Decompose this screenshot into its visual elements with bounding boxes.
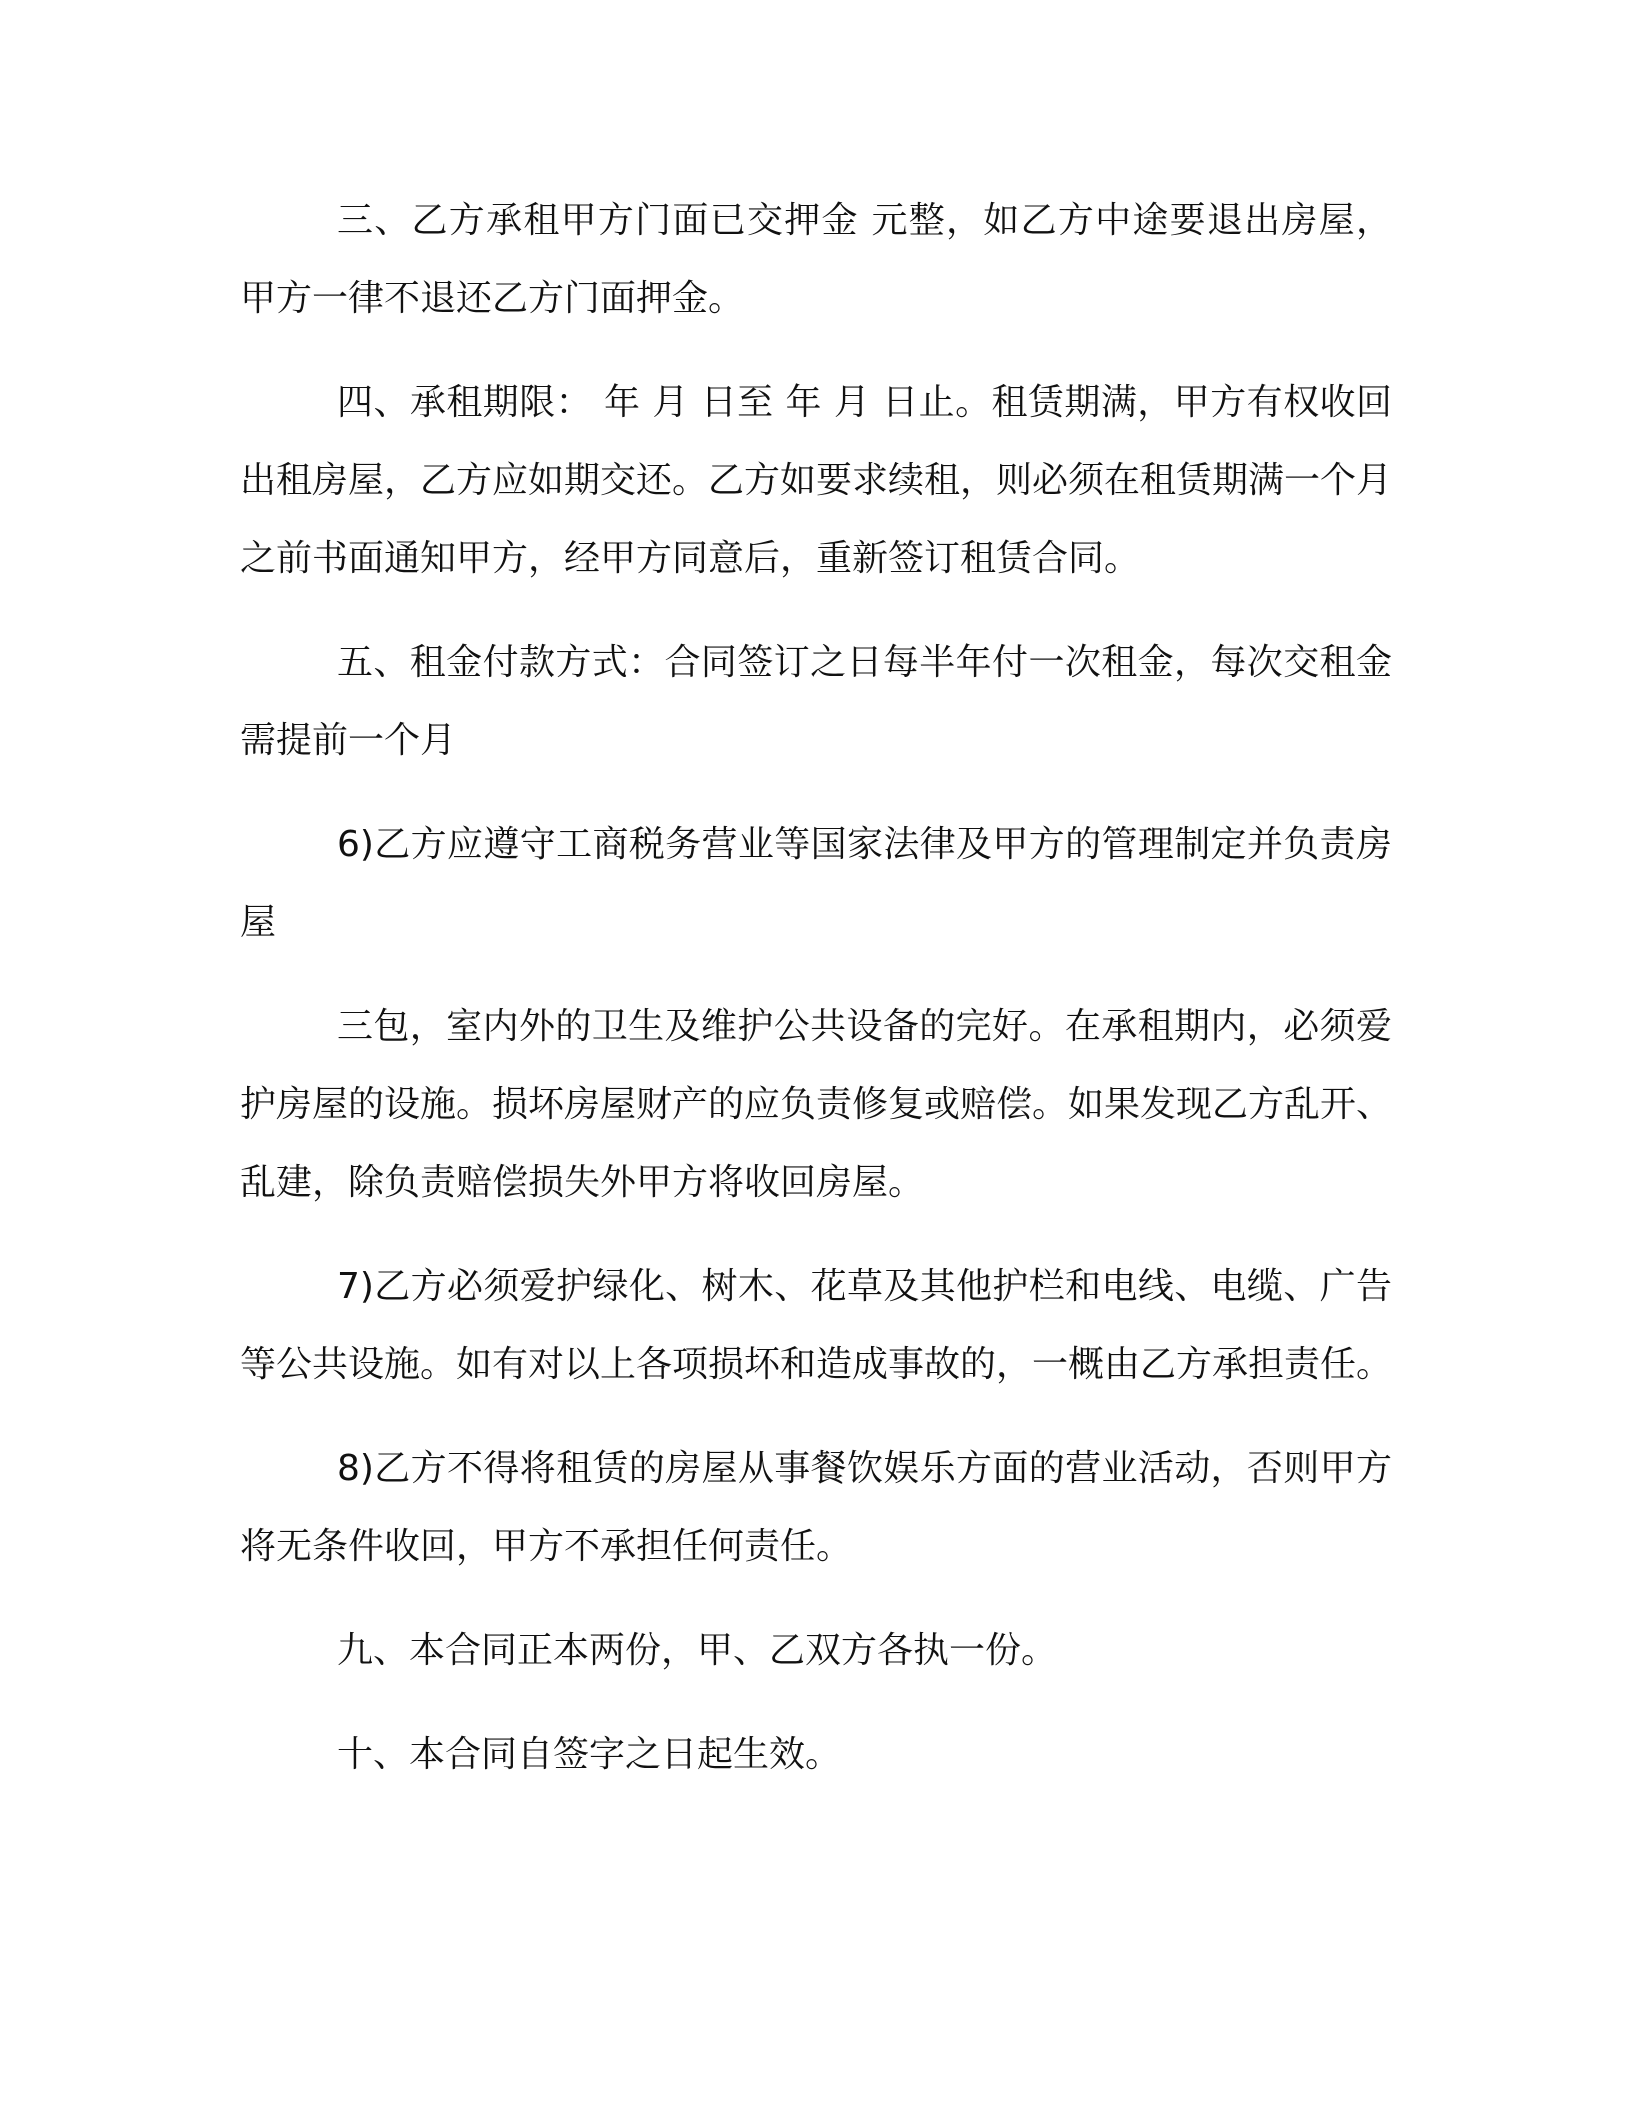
clause-10-effective-date: 十、本合同自签字之日起生效。 <box>337 1734 842 1775</box>
clause-7-public-facilities: 7)乙方必须爱护绿化、树木、花草及其他护栏和电线、电缆、广告等公共设施。如有对以上各项损坏和造成事故的，一概由乙方承担责任。 <box>240 1266 1393 1385</box>
clause-5-payment-method: 五、租金付款方式：合同签订之日每半年付一次租金，每次交租金需提前一个月 <box>240 642 1392 761</box>
clause-8-business-restriction: 8)乙方不得将租赁的房屋从事餐饮娱乐方面的营业活动，否则甲方将无条件收回，甲方不承担任何责任。 <box>240 1448 1392 1567</box>
clause-3-deposit: 三、乙方承租甲方门面已交押金 元整，如乙方中途要退出房屋，甲方一律不退还乙方门面押金。 <box>240 200 1392 319</box>
clause-9-copies: 九、本合同正本两份，甲、乙双方各执一份。 <box>337 1630 1058 1671</box>
clause-6-maintenance: 三包，室内外的卫生及维护公共设备的完好。在承租期内，必须爱护房屋的设施。损坏房屋财产的应负责修复或赔偿。如果发现乙方乱开、乱建，除负责赔偿损失外甲方将收回房屋。 <box>240 1006 1393 1203</box>
contract-body <box>240 182 1392 1820</box>
clause-6-compliance: 6)乙方应遵守工商税务营业等国家法律及甲方的管理制定并负责房屋 <box>240 824 1392 943</box>
clause-4-lease-term: 四、承租期限： 年 月 日至 年 月 日止。租赁期满，甲方有权收回出租房屋，乙方应如期交还。乙方如要求续租，则必须在租赁期满一个月之前书面通知甲方，经甲方同意后，重新签订租赁合同。 <box>240 382 1393 579</box>
